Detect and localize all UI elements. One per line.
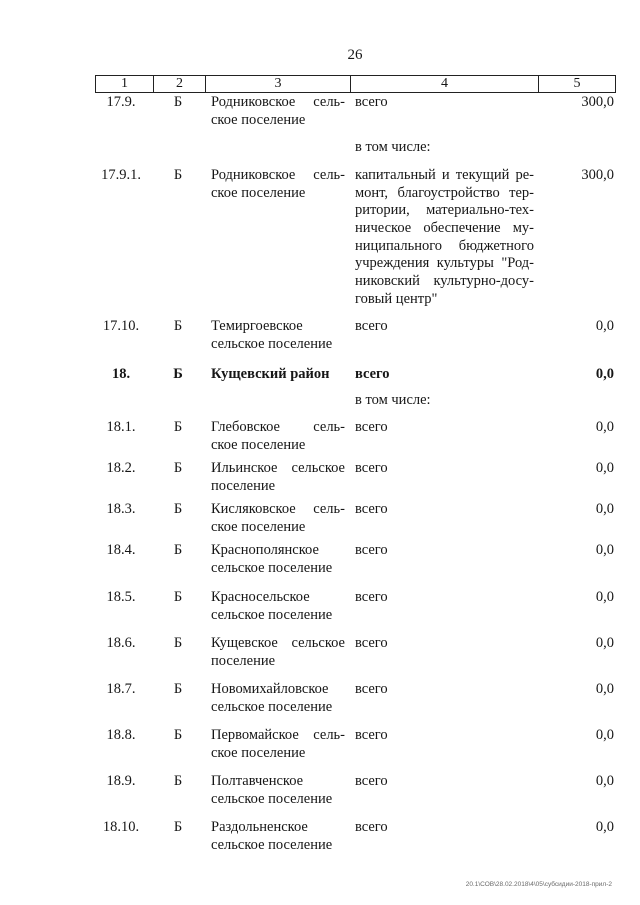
row-category: Б [173, 501, 183, 517]
row-name [211, 318, 345, 353]
row-description-line: никовский культурно-досу- [355, 273, 534, 290]
row-number: 17.9. [106, 94, 136, 110]
row-description [355, 419, 534, 437]
row-description [355, 460, 534, 478]
row-name-line: ское поселение [211, 111, 306, 128]
row-description-line: всего [355, 542, 388, 558]
header-cell-5: 5 [538, 76, 616, 92]
row-number: 18.10. [102, 819, 140, 835]
row-name-line: сельское поселение [211, 698, 333, 715]
row-category: Б [173, 819, 183, 835]
header-cell-1: 1 [95, 76, 153, 92]
row-value: 0,0 [595, 542, 614, 558]
row-value: 0,0 [595, 681, 614, 697]
row-name-line: Красносельское [211, 589, 310, 605]
header-cell-4: 4 [350, 76, 538, 92]
row-value: 0,0 [595, 419, 614, 435]
row-description-line: всего [355, 419, 388, 435]
row-category: Б [173, 460, 183, 476]
row-number: 17.9.1. [101, 167, 141, 183]
row-description-line: всего [355, 773, 388, 789]
row-name-line: Новомихайловское [211, 681, 329, 697]
row-category: Б [173, 94, 183, 110]
row-description [355, 542, 534, 560]
row-number: 18.2. [106, 460, 136, 476]
row-value: 0,0 [595, 635, 614, 651]
row-description-line: говый центр" [355, 290, 438, 307]
row-number: 18.6. [106, 635, 136, 651]
row-description [355, 366, 534, 384]
note-text: в том числе: [355, 392, 431, 408]
row-name-line: сельское поселение [211, 606, 333, 623]
row-name [211, 542, 345, 577]
row-description-line: всего [355, 366, 390, 382]
row-name-line: поселение [211, 652, 276, 669]
row-name-line: Родниковское сель- [211, 94, 345, 110]
row-category: Б [173, 167, 183, 183]
row-name-line: Глебовское сель- [211, 419, 345, 435]
row-name [211, 419, 345, 454]
row-number: 18.8. [106, 727, 136, 743]
row-description-line: всего [355, 501, 388, 517]
row-number: 18.9. [106, 773, 136, 789]
row-name [211, 773, 345, 808]
row-name-line: ское поселение [211, 518, 306, 535]
row-category: Б [173, 773, 183, 789]
row-category: Б [173, 419, 183, 435]
row-description-line: всего [355, 727, 388, 743]
row-name-line: Кисляковское сель- [211, 501, 345, 517]
row-number: 18.1. [106, 419, 136, 435]
row-number: 17.10. [102, 318, 140, 334]
row-description-line: монт, благоустройство тер- [355, 184, 534, 201]
page-number: 26 [347, 47, 363, 63]
row-description [355, 819, 534, 837]
row-name-line: сельское поселение [211, 836, 333, 853]
row-name-line: Первомайское сель- [211, 727, 345, 743]
row-number: 18. [111, 366, 131, 382]
row-description [355, 501, 534, 519]
row-description [355, 318, 534, 336]
row-name-line: ское поселение [211, 744, 306, 761]
row-name [211, 589, 345, 624]
row-description-line: всего [355, 318, 388, 334]
row-description-line: всего [355, 94, 388, 110]
row-value: 0,0 [595, 501, 614, 517]
row-name-line: Раздольненское [211, 819, 308, 835]
row-name-line: Темиргоевское [211, 318, 303, 334]
row-name-line: Родниковское сель- [211, 167, 345, 183]
row-description-line: ритории, материально-тех- [355, 202, 534, 219]
row-name [211, 167, 345, 202]
row-description [355, 773, 534, 791]
row-number: 18.7. [106, 681, 136, 697]
row-name-line: ское поселение [211, 436, 306, 453]
row-category: Б [173, 542, 183, 558]
row-value: 0,0 [595, 366, 614, 382]
row-category: Б [173, 635, 183, 651]
row-description [355, 727, 534, 745]
row-name-line: Ильинское сельское [211, 460, 345, 476]
row-name-line: сельское поселение [211, 790, 333, 807]
row-name [211, 460, 345, 495]
row-description-line: всего [355, 819, 388, 835]
row-name [211, 635, 345, 670]
row-name-line: поселение [211, 477, 276, 494]
row-description [355, 635, 534, 653]
row-description-line: капитальный и текущий ре- [355, 167, 534, 183]
row-description [355, 681, 534, 699]
row-value: 0,0 [595, 460, 614, 476]
note-text: в том числе: [355, 139, 431, 155]
footer-file-code: 20.1\СОВ\28.02.2018\4\05\субсидии-2018-прил-2 [465, 881, 612, 888]
row-description-line: всего [355, 681, 388, 697]
row-name [211, 727, 345, 762]
row-value: 300,0 [581, 167, 614, 183]
row-value: 0,0 [595, 318, 614, 334]
row-category: Б [173, 727, 183, 743]
row-description-line: всего [355, 635, 388, 651]
header-cell-3: 3 [205, 76, 350, 92]
row-name [211, 501, 345, 536]
row-category: Б [173, 366, 183, 382]
row-name-line: сельское поселение [211, 559, 333, 576]
row-value: 0,0 [595, 589, 614, 605]
row-category: Б [173, 681, 183, 697]
row-name-line: ское поселение [211, 184, 306, 201]
row-category: Б [173, 589, 183, 605]
row-name [211, 819, 345, 854]
row-description [355, 94, 534, 112]
row-name [211, 681, 345, 716]
row-name [211, 94, 345, 129]
row-name-line: Кущевское сельское [211, 635, 345, 651]
row-name-line: Кущевский район [211, 366, 330, 382]
row-value: 0,0 [595, 819, 614, 835]
row-number: 18.5. [106, 589, 136, 605]
row-name-line: Полтавченское [211, 773, 304, 789]
row-name [211, 366, 345, 384]
row-description [355, 167, 534, 309]
row-category: Б [173, 318, 183, 334]
row-value: 0,0 [595, 727, 614, 743]
row-number: 18.3. [106, 501, 136, 517]
row-description-line: ниципального бюджетного [355, 237, 534, 254]
row-number: 18.4. [106, 542, 136, 558]
row-name-line: Краснополянское [211, 542, 319, 558]
row-description-line: ническое обеспечение му- [355, 220, 534, 237]
row-description [355, 589, 534, 607]
row-name-line: сельское поселение [211, 335, 333, 352]
row-value: 300,0 [581, 94, 614, 110]
row-description-line: учреждения культуры "Род- [355, 255, 534, 272]
header-cell-2: 2 [153, 76, 205, 92]
row-value: 0,0 [595, 773, 614, 789]
row-description-line: всего [355, 589, 388, 605]
row-description-line: всего [355, 460, 388, 476]
